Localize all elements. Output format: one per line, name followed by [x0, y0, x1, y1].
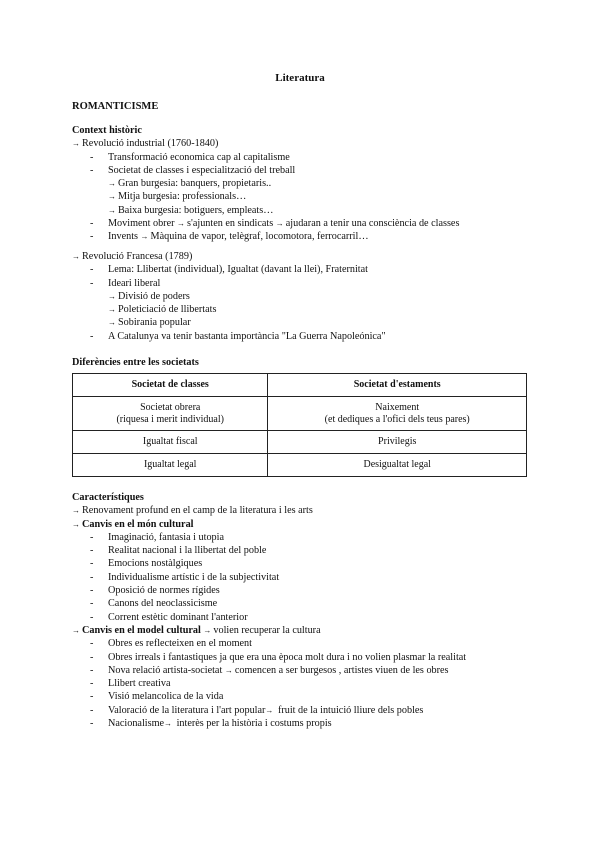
- context-block: [72, 124, 459, 244]
- sub-list-item: → Poleticiació de llibertats: [108, 304, 217, 316]
- characteristics-block: [72, 491, 466, 730]
- arrow-icon: →: [164, 719, 173, 729]
- list-item: - Obres es reflecteixen en el moment: [90, 638, 252, 650]
- arrow-icon: →: [203, 625, 212, 635]
- list-item: - Imaginació, fantasia i utopia: [90, 531, 224, 543]
- industrial-label: Revolució industrial (1760-1840): [82, 138, 219, 150]
- list-item: - Emocions nostàlgiques: [90, 558, 203, 570]
- list-item: - Societat de classes i especialització del treball: [90, 164, 296, 176]
- arrow-icon: →: [108, 205, 116, 215]
- sub-list-item: → Gran burgesia: banquers, propietaris..: [108, 178, 272, 190]
- arrow-icon: →: [177, 219, 186, 229]
- list-item: - Realitat nacional i la llibertat del poble: [90, 545, 267, 557]
- renovament-line: → Renovament profund en el camp de la literatura i les arts: [72, 505, 313, 517]
- model-line: → Canvis en el model cultural → volien recuperar la cultura: [72, 624, 321, 636]
- table-cell: Naixement (et dediques a l'ofici dels teus pares): [268, 397, 527, 431]
- table-header-row: [73, 374, 527, 397]
- arrow-icon: →: [72, 625, 80, 635]
- arrow-icon: →: [108, 305, 116, 315]
- differences-table: [72, 373, 527, 477]
- table-cell: Igualtat legal: [73, 454, 268, 477]
- table-row: [73, 431, 527, 454]
- arrow-icon: →: [108, 192, 116, 202]
- arrow-icon: →: [108, 291, 116, 301]
- table-row: [73, 397, 527, 431]
- list-item: - Individualisme artístic i de la subjectivitat: [90, 571, 280, 583]
- list-item: - Transformació economica cap al capitalisme: [90, 151, 290, 163]
- sub-list-item: → Baixa burgesia: botiguers, empleats…: [108, 204, 274, 216]
- list-item: - Llibert creativa: [90, 678, 171, 690]
- arrow-icon: →: [72, 519, 80, 529]
- list-item: - Nacionalisme→ interès per la història i costums propis: [90, 718, 332, 730]
- list-item: - Invents → Màquina de vapor, telègraf, locomotora, ferrocarril…: [90, 231, 369, 243]
- industrial-line: [72, 137, 459, 150]
- table-cell: Societat obrera (riquesa i merit individual): [73, 397, 268, 431]
- differences-heading: Diferències entre les societats: [72, 357, 199, 368]
- sub-list-item: → Divisió de poders: [108, 290, 190, 302]
- list-item: - Lema: Llibertat (individual), Igualtat (davant la llei), Fraternitat: [90, 264, 368, 276]
- arrow-icon: →: [108, 179, 116, 189]
- arrow-icon: →: [265, 705, 274, 715]
- list-item: - Ideari liberal: [90, 277, 161, 289]
- arrow-icon: →: [275, 219, 284, 229]
- table-row: [73, 454, 527, 477]
- arrow-icon: →: [224, 665, 233, 675]
- table-cell: Igualtat fiscal: [73, 431, 268, 454]
- table-cell: Privilegis: [268, 431, 527, 454]
- list-item: - A Catalunya va tenir bastanta importància "La Guerra Napoleónica": [90, 330, 386, 342]
- list-item: - Oposició de normes rígides: [90, 585, 220, 597]
- list-item: - Visió melancolica de la vida: [90, 691, 224, 703]
- list-item: - Moviment obrer → s'ajunten en sindicats → ajudaran a tenir una consciència de classes: [90, 218, 460, 230]
- table-cell: Desigualtat legal: [268, 454, 527, 477]
- list-item: - Canons del neoclassicisme: [90, 598, 218, 610]
- arrow-icon: →: [72, 139, 80, 149]
- list-item: - Obres irreals i fantastiques ja que era una època molt dura i no volien plasmar la realitat: [90, 651, 467, 663]
- list-item: - Nova relació artista-societat → comencen a ser burgesos , artistes viuen de les obres: [90, 664, 449, 676]
- arrow-icon: →: [140, 232, 149, 242]
- sub-list-item: → Sobirania popular: [108, 317, 191, 329]
- table-header-cell: Societat d'estaments: [268, 374, 527, 397]
- francesa-line: → Revolució Francesa (1789): [72, 251, 193, 262]
- table-header-cell: Societat de classes: [73, 374, 268, 397]
- context-heading: Context històric: [72, 125, 142, 136]
- list-item: - Corrent estètic dominant l'anterior: [90, 611, 248, 623]
- francesa-block: [72, 250, 386, 343]
- document-title: Literatura: [275, 72, 325, 84]
- arrow-icon: →: [72, 252, 80, 261]
- section-heading: ROMANTICISME: [72, 101, 159, 112]
- sub-list-item: → Mitja burgesia: professionals…: [108, 191, 247, 203]
- arrow-icon: →: [108, 318, 116, 328]
- characteristics-heading: Característiques: [72, 492, 144, 503]
- list-item: - Valoració de la literatura i l'art popular→ fruit de la intuició lliure dels pobles: [90, 704, 424, 716]
- arrow-icon: →: [72, 506, 80, 516]
- cultural-line: → Canvis en el món cultural: [72, 518, 194, 530]
